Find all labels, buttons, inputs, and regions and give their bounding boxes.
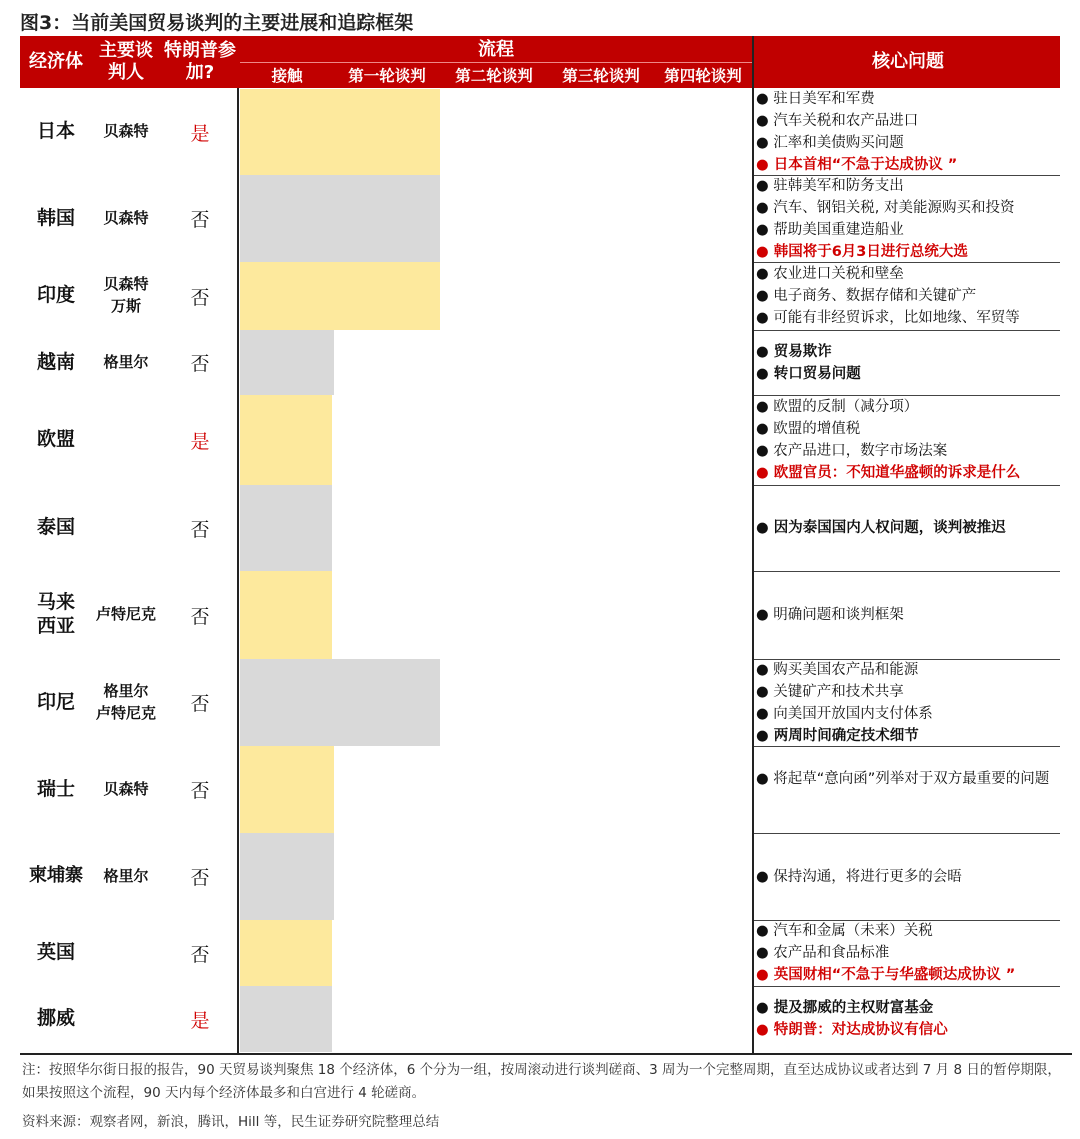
economy-name: 日本	[36, 120, 75, 143]
issue-item: ● 购买美国农产品和能源	[756, 661, 919, 678]
issue-item: ● 保持沟通，将进行更多的会晤	[756, 868, 962, 885]
issue-item: ● 驻韩美军和防务支出	[756, 177, 904, 194]
header-process: 流程	[478, 39, 514, 61]
trump-attendance: 否	[190, 693, 210, 715]
trump-attendance: 是	[190, 1009, 210, 1032]
negotiator-name: 卢特尼克	[95, 605, 156, 624]
footnote: 注：按照华尔街日报的报告，90 天贸易谈判聚焦 18 个经济体，6 个分为一组，按周滚动进行谈判磋商、3 周为一个完整周期，直至达成协议或者达到 7 月 8 日的暂停期限，如果按照这个流程，90 天内每个经济体最多和白宫进行 4 轮磋商。	[22, 1062, 1061, 1101]
issue-item: ● 农产品进口，数字市场法案	[756, 443, 948, 459]
issue-item: ● 汽车和金属（未来）关税	[756, 923, 933, 939]
core-issues	[756, 395, 1062, 485]
source-note: 资料来源：观察者网，新浪，腾讯，Hill 等，民生证券研究院整理总结	[22, 1114, 440, 1130]
issue-item: ● 特朗普：对达成协议有信心	[756, 1022, 948, 1038]
trump-attendance: 否	[190, 286, 210, 309]
table-bottom-border	[20, 1053, 1072, 1055]
issue-item: ● 贸易欺诈	[756, 343, 832, 360]
trump-attendance: 否	[190, 780, 210, 802]
header-stage-round1: 第一轮谈判	[348, 66, 426, 85]
economy-name: 瑞士	[36, 777, 75, 800]
negotiator-name: 格里尔	[103, 352, 149, 371]
progress-bar-thailand	[240, 485, 332, 571]
progress-bar-indonesia	[240, 659, 440, 746]
header-issues: 核心问题	[872, 51, 944, 73]
issue-item: ● 可能有非经贸诉求，比如地缘、军贸等	[756, 310, 1020, 326]
progress-bar-japan	[240, 89, 440, 175]
economy-name: 泰国	[36, 516, 75, 539]
progress-bar-eu	[240, 395, 332, 485]
economy-name: 韩国	[36, 206, 75, 229]
header-stage-round3: 第三轮谈判	[562, 66, 640, 85]
negotiator-name: 贝森特	[103, 208, 149, 227]
core-issues	[756, 833, 1062, 920]
header-process-divider	[240, 62, 752, 63]
core-issues	[756, 746, 1062, 833]
core-issues	[756, 920, 1062, 986]
trump-attendance: 否	[190, 943, 210, 966]
core-issues	[756, 175, 1062, 262]
negotiator-name: 格里尔 卢特尼克	[95, 681, 156, 722]
issue-item: ● 驻日美军和军费	[756, 91, 875, 107]
issue-item: ● 提及挪威的主权财富基金	[756, 1000, 934, 1016]
issue-item: ● 帮助美国重建造船业	[756, 221, 904, 238]
negotiator-name: 贝森特	[103, 779, 149, 798]
core-issues	[756, 659, 1062, 746]
issue-item: ● 两周时间确定技术细节	[756, 727, 919, 744]
divider-process-left	[237, 88, 239, 1053]
economy-name: 挪威	[36, 1007, 75, 1030]
progress-bar-switzerland	[240, 746, 334, 833]
header-stage-contact: 接触	[271, 66, 303, 85]
issue-item: ● 农产品和食品标准	[756, 945, 890, 961]
issue-item: ● 电子商务、数据存储和关键矿产	[756, 288, 977, 304]
divider-process-right	[752, 36, 754, 1053]
header-stage-round2: 第二轮谈判	[455, 66, 533, 85]
economy-name: 印尼	[36, 690, 75, 713]
economy-name: 印度	[36, 284, 75, 307]
issue-item: ● 欧盟的反制（减分项）	[756, 399, 919, 415]
trump-attendance: 否	[190, 867, 210, 889]
trump-attendance: 否	[190, 518, 210, 541]
issue-item: ● 欧盟的增值税	[756, 421, 861, 437]
negotiator-name: 贝森特	[103, 122, 149, 141]
issue-item: ● 关键矿产和技术共享	[756, 683, 904, 700]
negotiator-name	[92, 920, 160, 986]
core-issues	[756, 262, 1062, 330]
header-stage-round4: 第四轮谈判	[664, 66, 742, 85]
header-negotiator: 主要谈判人	[99, 40, 153, 83]
core-issues	[756, 571, 1062, 659]
header-trump: 特朗普参加?	[164, 40, 236, 83]
negotiator-name: 贝森特 万斯	[103, 275, 149, 315]
header-economy: 经济体	[29, 51, 83, 73]
progress-bar-cambodia	[240, 833, 334, 920]
negotiator-name: 格里尔	[103, 866, 149, 885]
issue-item: ● 明确问题和谈判框架	[756, 607, 904, 623]
negotiator-name	[92, 986, 160, 1052]
progress-bar-uk	[240, 920, 332, 986]
core-issues	[756, 485, 1062, 571]
issue-item: ● 汇率和美债购买问题	[756, 135, 904, 151]
issue-item: ● 向美国开放国内支付体系	[756, 705, 933, 722]
core-issues	[756, 330, 1062, 395]
negotiator-name	[92, 485, 160, 571]
trump-attendance: 否	[190, 605, 210, 628]
economy-name: 柬埔寨	[29, 865, 83, 887]
progress-bar-india	[240, 262, 440, 330]
trump-attendance: 否	[190, 209, 210, 231]
progress-bar-vietnam	[240, 330, 334, 395]
economy-name: 越南	[36, 350, 75, 373]
issue-item: ● 转口贸易问题	[756, 365, 861, 382]
negotiator-name	[92, 395, 160, 485]
core-issues	[756, 89, 1062, 175]
issue-item: ● 农业进口关税和壁垒	[756, 266, 904, 282]
economy-name: 马来 西亚	[36, 591, 75, 637]
issue-item: ● 欧盟官员：不知道华盛顿的诉求是什么	[756, 465, 1021, 481]
issue-item: ● 汽车关税和农产品进口	[756, 113, 919, 129]
figure-title: 图3：当前美国贸易谈判的主要进展和追踪框架	[20, 12, 414, 34]
issue-item: ● 韩国将于6月3日进行总统大选	[756, 243, 968, 260]
progress-bar-korea	[240, 175, 440, 262]
issue-item: ● 汽车、钢铝关税, 对美能源购买和投资	[756, 199, 1015, 216]
economy-name: 欧盟	[36, 428, 75, 451]
issue-item: ● 日本首相“不急于达成协议 ”	[756, 157, 958, 173]
progress-bar-malaysia	[240, 571, 332, 659]
economy-name: 英国	[36, 941, 75, 964]
trump-attendance: 否	[190, 353, 210, 375]
core-issues	[756, 986, 1062, 1052]
trump-attendance: 是	[190, 430, 210, 453]
issue-item: ● 将起草“意向函”列举对于双方最重要的问题	[756, 771, 1050, 787]
trump-attendance: 是	[190, 122, 210, 145]
progress-bar-norway	[240, 986, 332, 1052]
issue-item: ● 英国财相“不急于与华盛顿达成协议 ”	[756, 967, 1016, 983]
issue-item: ● 因为泰国国内人权问题，谈判被推迟	[756, 520, 1006, 536]
